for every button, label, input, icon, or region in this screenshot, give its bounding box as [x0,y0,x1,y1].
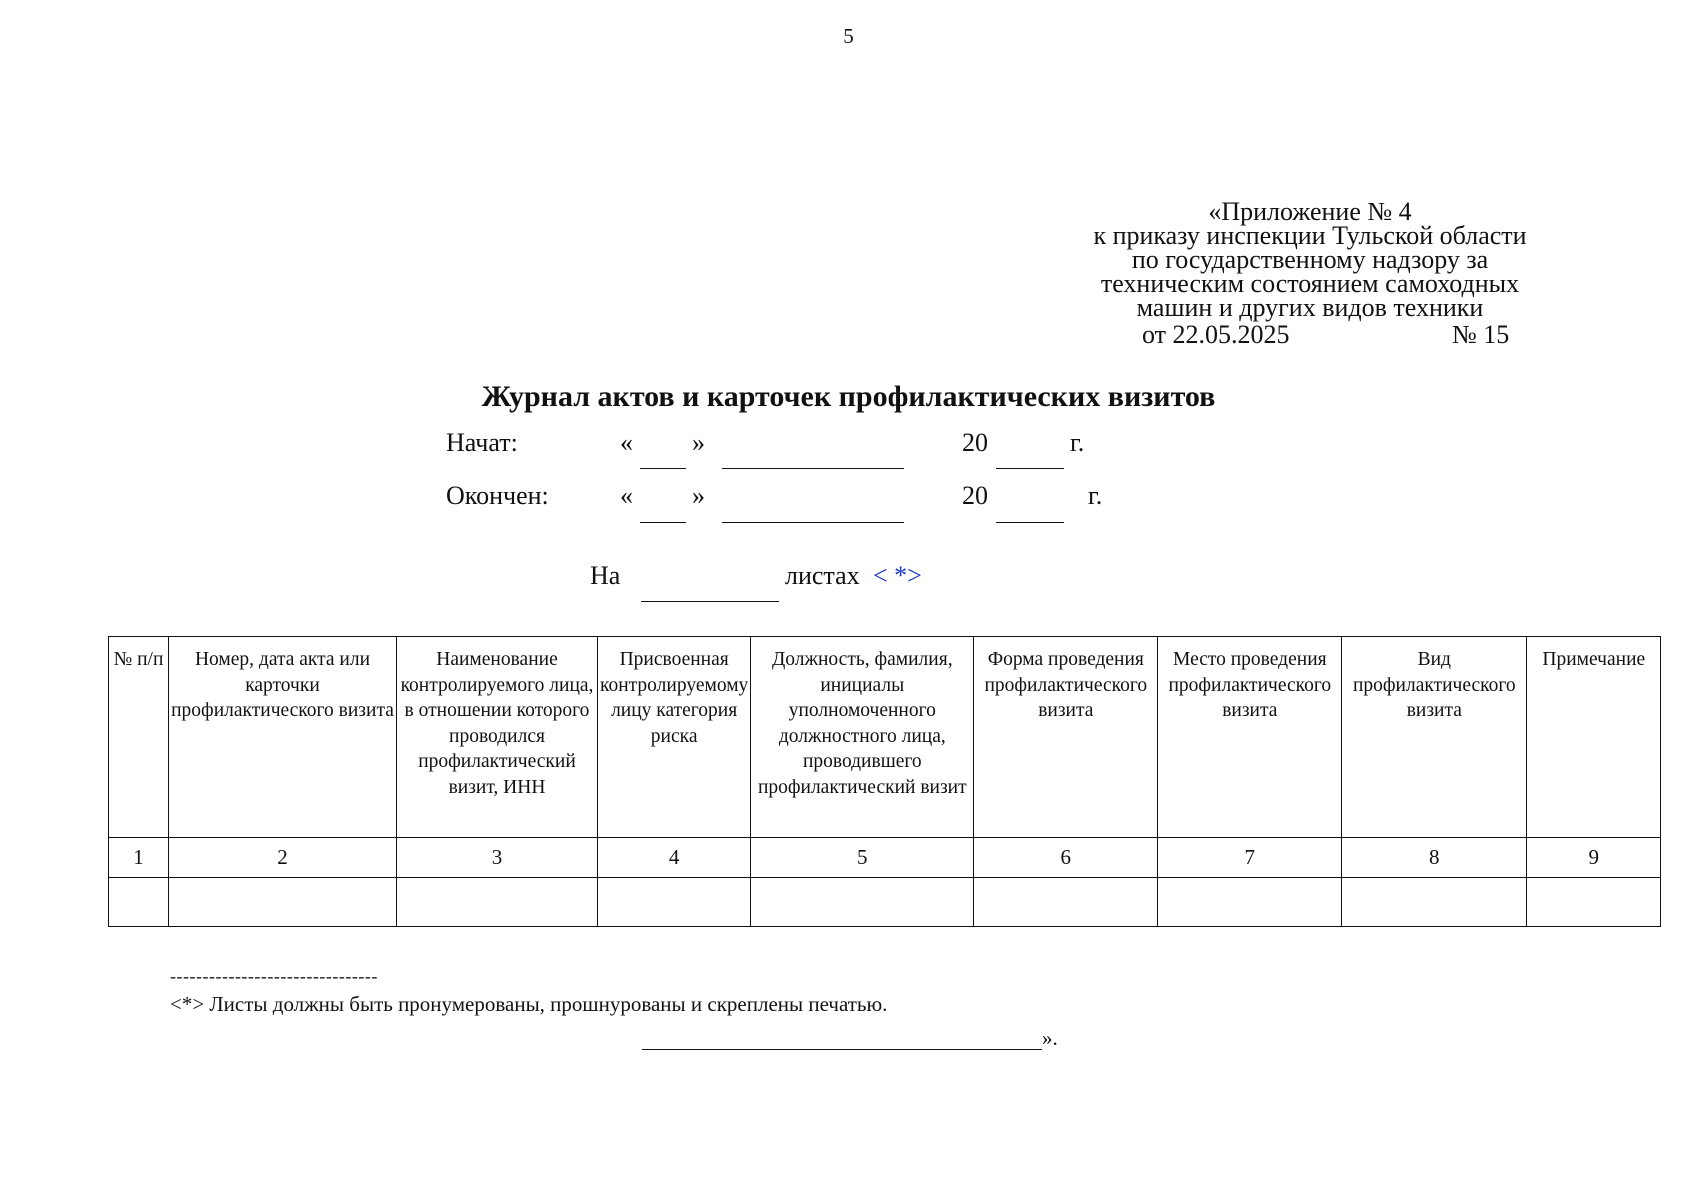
journal-table [108,636,1661,927]
closing-signature-line [642,1049,1042,1050]
appendix-line: техническим состоянием самоходных [1100,269,1520,298]
footnote-text: <*> Листы должны быть пронумерованы, прошнурованы и скреплены печатью. [170,992,888,1016]
appendix-line: к приказу инспекции Тульской области [1093,221,1527,250]
finished-year-line[interactable] [996,522,1064,523]
finished-open-quote: « [620,481,633,510]
table-cell[interactable] [751,878,974,927]
column-header: Место проведения профилактического визита [1158,637,1342,838]
column-header: № п/п [109,637,169,838]
column-header: Номер, дата акта или карточки профилактического визита [169,637,397,838]
column-number: 3 [397,838,598,878]
column-number: 5 [751,838,974,878]
started-label: Начат: [446,428,518,457]
appendix-line: «Приложение № 4 [1208,197,1412,226]
column-number: 6 [974,838,1158,878]
table-header-row [109,637,1661,838]
appendix-number: № 15 [1452,320,1510,349]
appendix-header [1080,197,1540,322]
column-header: Вид профилактического визита [1342,637,1527,838]
column-header: Наименование контролируемого лица, в отношении которого проводился профилактический визит, ИНН [397,637,598,838]
appendix-line: машин и других видов техники [1136,293,1484,322]
column-number: 7 [1158,838,1342,878]
column-number: 4 [598,838,751,878]
column-header: Примечание [1527,637,1661,838]
closing-quote: ». [1042,1026,1058,1050]
column-header: Форма проведения профилактического визита [974,637,1158,838]
finished-month-line[interactable] [722,522,904,523]
column-number: 2 [169,838,397,878]
table-cell[interactable] [1158,878,1342,927]
column-number-row [109,838,1661,878]
journal-title: Журнал актов и карточек профилактических визитов [481,380,1216,413]
finished-year-prefix: 20 [962,481,988,510]
started-month-line[interactable] [722,468,904,469]
column-header: Должность, фамилия, инициалы уполномоченного должностного лица, проводившего профилактический визит [751,637,974,838]
table-cell[interactable] [1342,878,1527,927]
started-close-quote: » [692,428,705,457]
finished-label: Окончен: [446,481,549,510]
appendix-line: по государственному надзору за [1131,245,1489,274]
table-cell[interactable] [169,878,397,927]
finished-close-quote: » [692,481,705,510]
page-number: 5 [843,24,854,48]
sheets-prefix: На [590,561,621,590]
column-header: Присвоенная контролируемому лицу категория риска [598,637,751,838]
column-number: 8 [1342,838,1527,878]
column-number: 9 [1527,838,1661,878]
started-year-prefix: 20 [962,428,988,457]
footnote-separator: -------------------------------- [170,966,378,986]
table-cell[interactable] [974,878,1158,927]
footnote-reference-link[interactable]: < *> [873,561,922,590]
table-cell[interactable] [598,878,751,927]
table-cell[interactable] [397,878,598,927]
appendix-date: от 22.05.2025 [1142,320,1290,349]
started-year-line[interactable] [996,468,1064,469]
finished-year-suffix: г. [1088,481,1103,510]
sheets-count-line[interactable] [641,601,779,602]
started-day-line[interactable] [640,468,686,469]
finished-day-line[interactable] [640,522,686,523]
started-open-quote: « [620,428,633,457]
table-cell[interactable] [109,878,169,927]
table-cell[interactable] [1527,878,1661,927]
table-row [109,878,1661,927]
started-year-suffix: г. [1070,428,1085,457]
sheets-suffix: листах [785,561,860,590]
column-number: 1 [109,838,169,878]
